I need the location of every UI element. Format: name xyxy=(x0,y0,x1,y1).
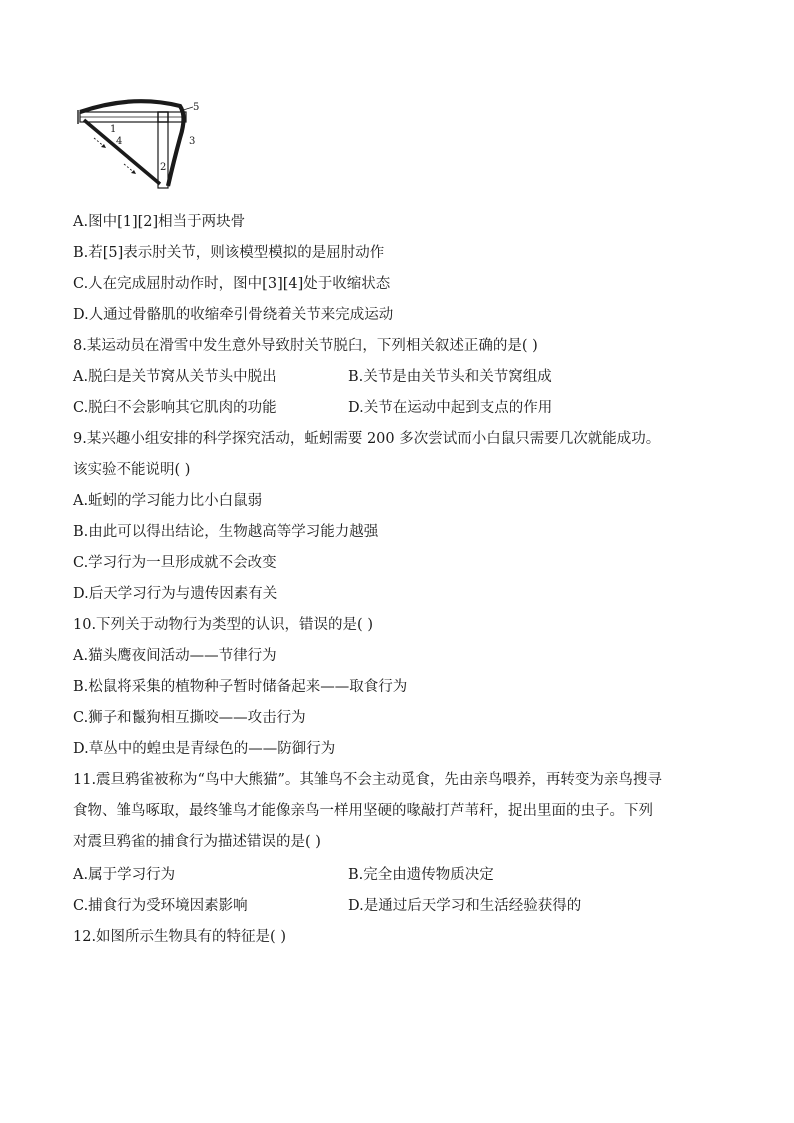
q9-option-c: C.学习行为一旦形成就不会改变 xyxy=(73,555,277,571)
muscle-4-diagonal xyxy=(84,120,160,184)
q7-option-c: C.人在完成屈肘动作时，图中[3][4]处于收缩状态 xyxy=(73,276,391,292)
q10-option-a: A.猫头鹰夜间活动——节律行为 xyxy=(73,648,277,664)
q12-stem: 12.如图所示生物具有的特征是( ) xyxy=(73,929,286,945)
q9-option-d: D.后天学习行为与遗传因素有关 xyxy=(73,586,278,602)
q8-option-a: A.脱臼是关节窝从关节头中脱出 xyxy=(73,369,277,385)
label-2: 2 xyxy=(160,162,167,173)
q9-option-a: A.蚯蚓的学习能力比小白鼠弱 xyxy=(73,493,263,509)
q11-option-a: A.属于学习行为 xyxy=(73,867,176,883)
q9-stem-line2: 该实验不能说明( ) xyxy=(73,462,191,478)
q9-option-b: B.由此可以得出结论，生物越高等学习能力越强 xyxy=(73,524,379,540)
q11-option-d: D.是通过后天学习和生活经验获得的 xyxy=(348,898,582,914)
q8-stem: 8.某运动员在滑雪中发生意外导致肘关节脱臼，下列相关叙述正确的是( ) xyxy=(73,338,538,354)
q10-stem: 10.下列关于动物行为类型的认识，错误的是( ) xyxy=(73,617,373,633)
q8-option-d: D.关节在运动中起到支点的作用 xyxy=(348,400,553,416)
label-4: 4 xyxy=(116,136,123,147)
q8-option-c: C.脱臼不会影响其它肌肉的功能 xyxy=(73,400,277,416)
label-1: 1 xyxy=(110,124,117,135)
q10-option-b: B.松鼠将采集的植物种子暂时储备起来——取食行为 xyxy=(73,679,408,695)
q7-option-d: D.人通过骨骼肌的收缩牵引骨绕着关节来完成运动 xyxy=(73,307,394,323)
q11-stem-line3: 对震旦鸦雀的捕食行为描述错误的是( ) xyxy=(73,834,321,850)
q11-option-c: C.捕食行为受环境因素影响 xyxy=(73,898,248,914)
q11-option-b: B.完全由遗传物质决定 xyxy=(348,867,494,883)
label-5: 5 xyxy=(193,102,200,113)
q7-option-a: A.图中[1][2]相当于两块骨 xyxy=(73,214,246,230)
bone-2-bar xyxy=(158,112,168,188)
q11-stem-line1: 11.震旦鸦雀被称为“鸟中大熊猫”。其雏鸟不会主动觅食，先由亲鸟喂养，再转变为亲鸟搜寻 xyxy=(73,772,662,788)
q10-option-d: D.草丛中的蝗虫是青绿色的——防御行为 xyxy=(73,741,336,757)
q8-option-b: B.关节是由关节头和关节窝组成 xyxy=(348,369,552,385)
label-3: 3 xyxy=(189,136,196,147)
q10-option-c: C.狮子和鬣狗相互撕咬——攻击行为 xyxy=(73,710,306,726)
q9-stem-line1: 9.某兴趣小组安排的科学探究活动，蚯蚓需要 200 多次尝试而小白鼠只需要几次就能成功。 xyxy=(73,431,661,447)
q11-stem-line2: 食物、雏鸟啄取，最终雏鸟才能像亲鸟一样用坚硬的喙敲打芦苇秆，捉出里面的虫子。下列 xyxy=(73,803,653,819)
arm-model-diagram xyxy=(72,98,212,190)
q7-option-b: B.若[5]表示肘关节，则该模型模拟的是屈肘动作 xyxy=(73,245,385,261)
